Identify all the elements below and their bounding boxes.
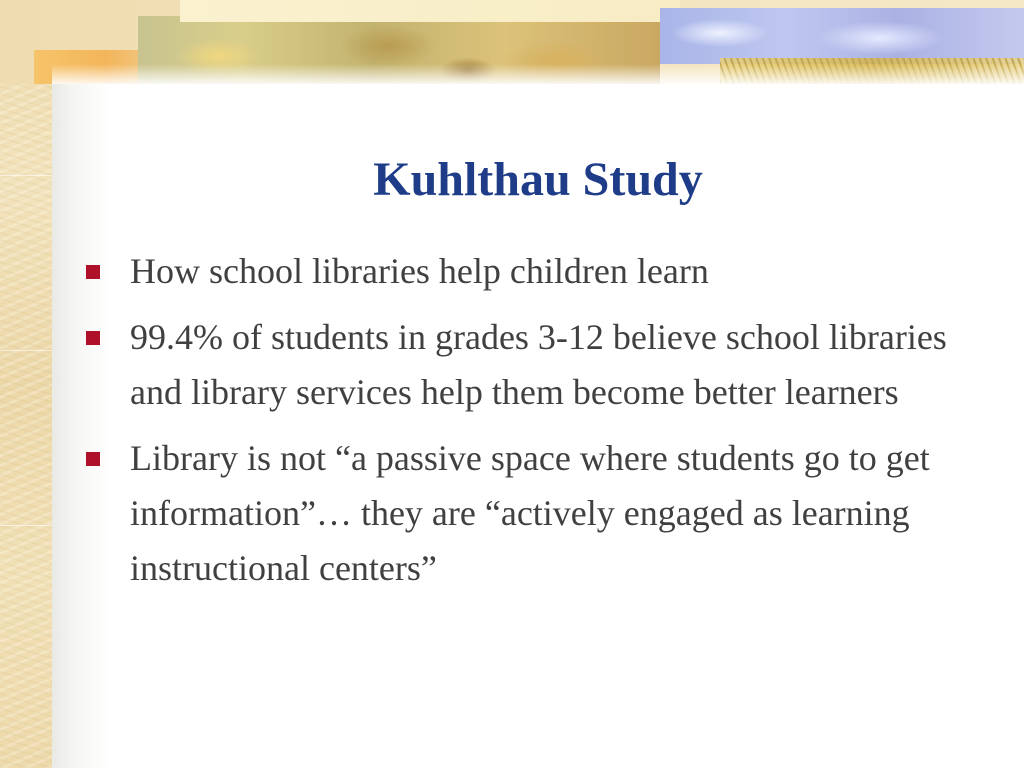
square-bullet-icon bbox=[86, 331, 100, 345]
bullet-list bbox=[86, 244, 1006, 607]
bullet-item bbox=[86, 310, 1006, 420]
banner-fade bbox=[52, 64, 1024, 84]
banner-cream-band bbox=[180, 0, 680, 22]
strip-seam bbox=[0, 525, 52, 526]
strip-seam bbox=[0, 175, 52, 176]
slide-title: Kuhlthau Study bbox=[373, 153, 703, 206]
parchment-side-strip bbox=[0, 0, 52, 768]
square-bullet-icon bbox=[86, 452, 100, 466]
bullet-item bbox=[86, 431, 1006, 596]
bullet-text: Library is not “a passive space where students go to get information”… they are “actively engaged as learning instructional centers” bbox=[130, 438, 930, 588]
bullet-item bbox=[86, 244, 1006, 299]
square-bullet-icon bbox=[86, 265, 100, 279]
bullet-text: How school libraries help children learn bbox=[130, 251, 709, 291]
banner-blue-image bbox=[660, 8, 1024, 64]
collage-banner bbox=[0, 0, 1024, 84]
strip-seam bbox=[0, 350, 52, 351]
bullet-text: 99.4% of students in grades 3-12 believe school libraries and library services help them become better learners bbox=[130, 317, 947, 412]
